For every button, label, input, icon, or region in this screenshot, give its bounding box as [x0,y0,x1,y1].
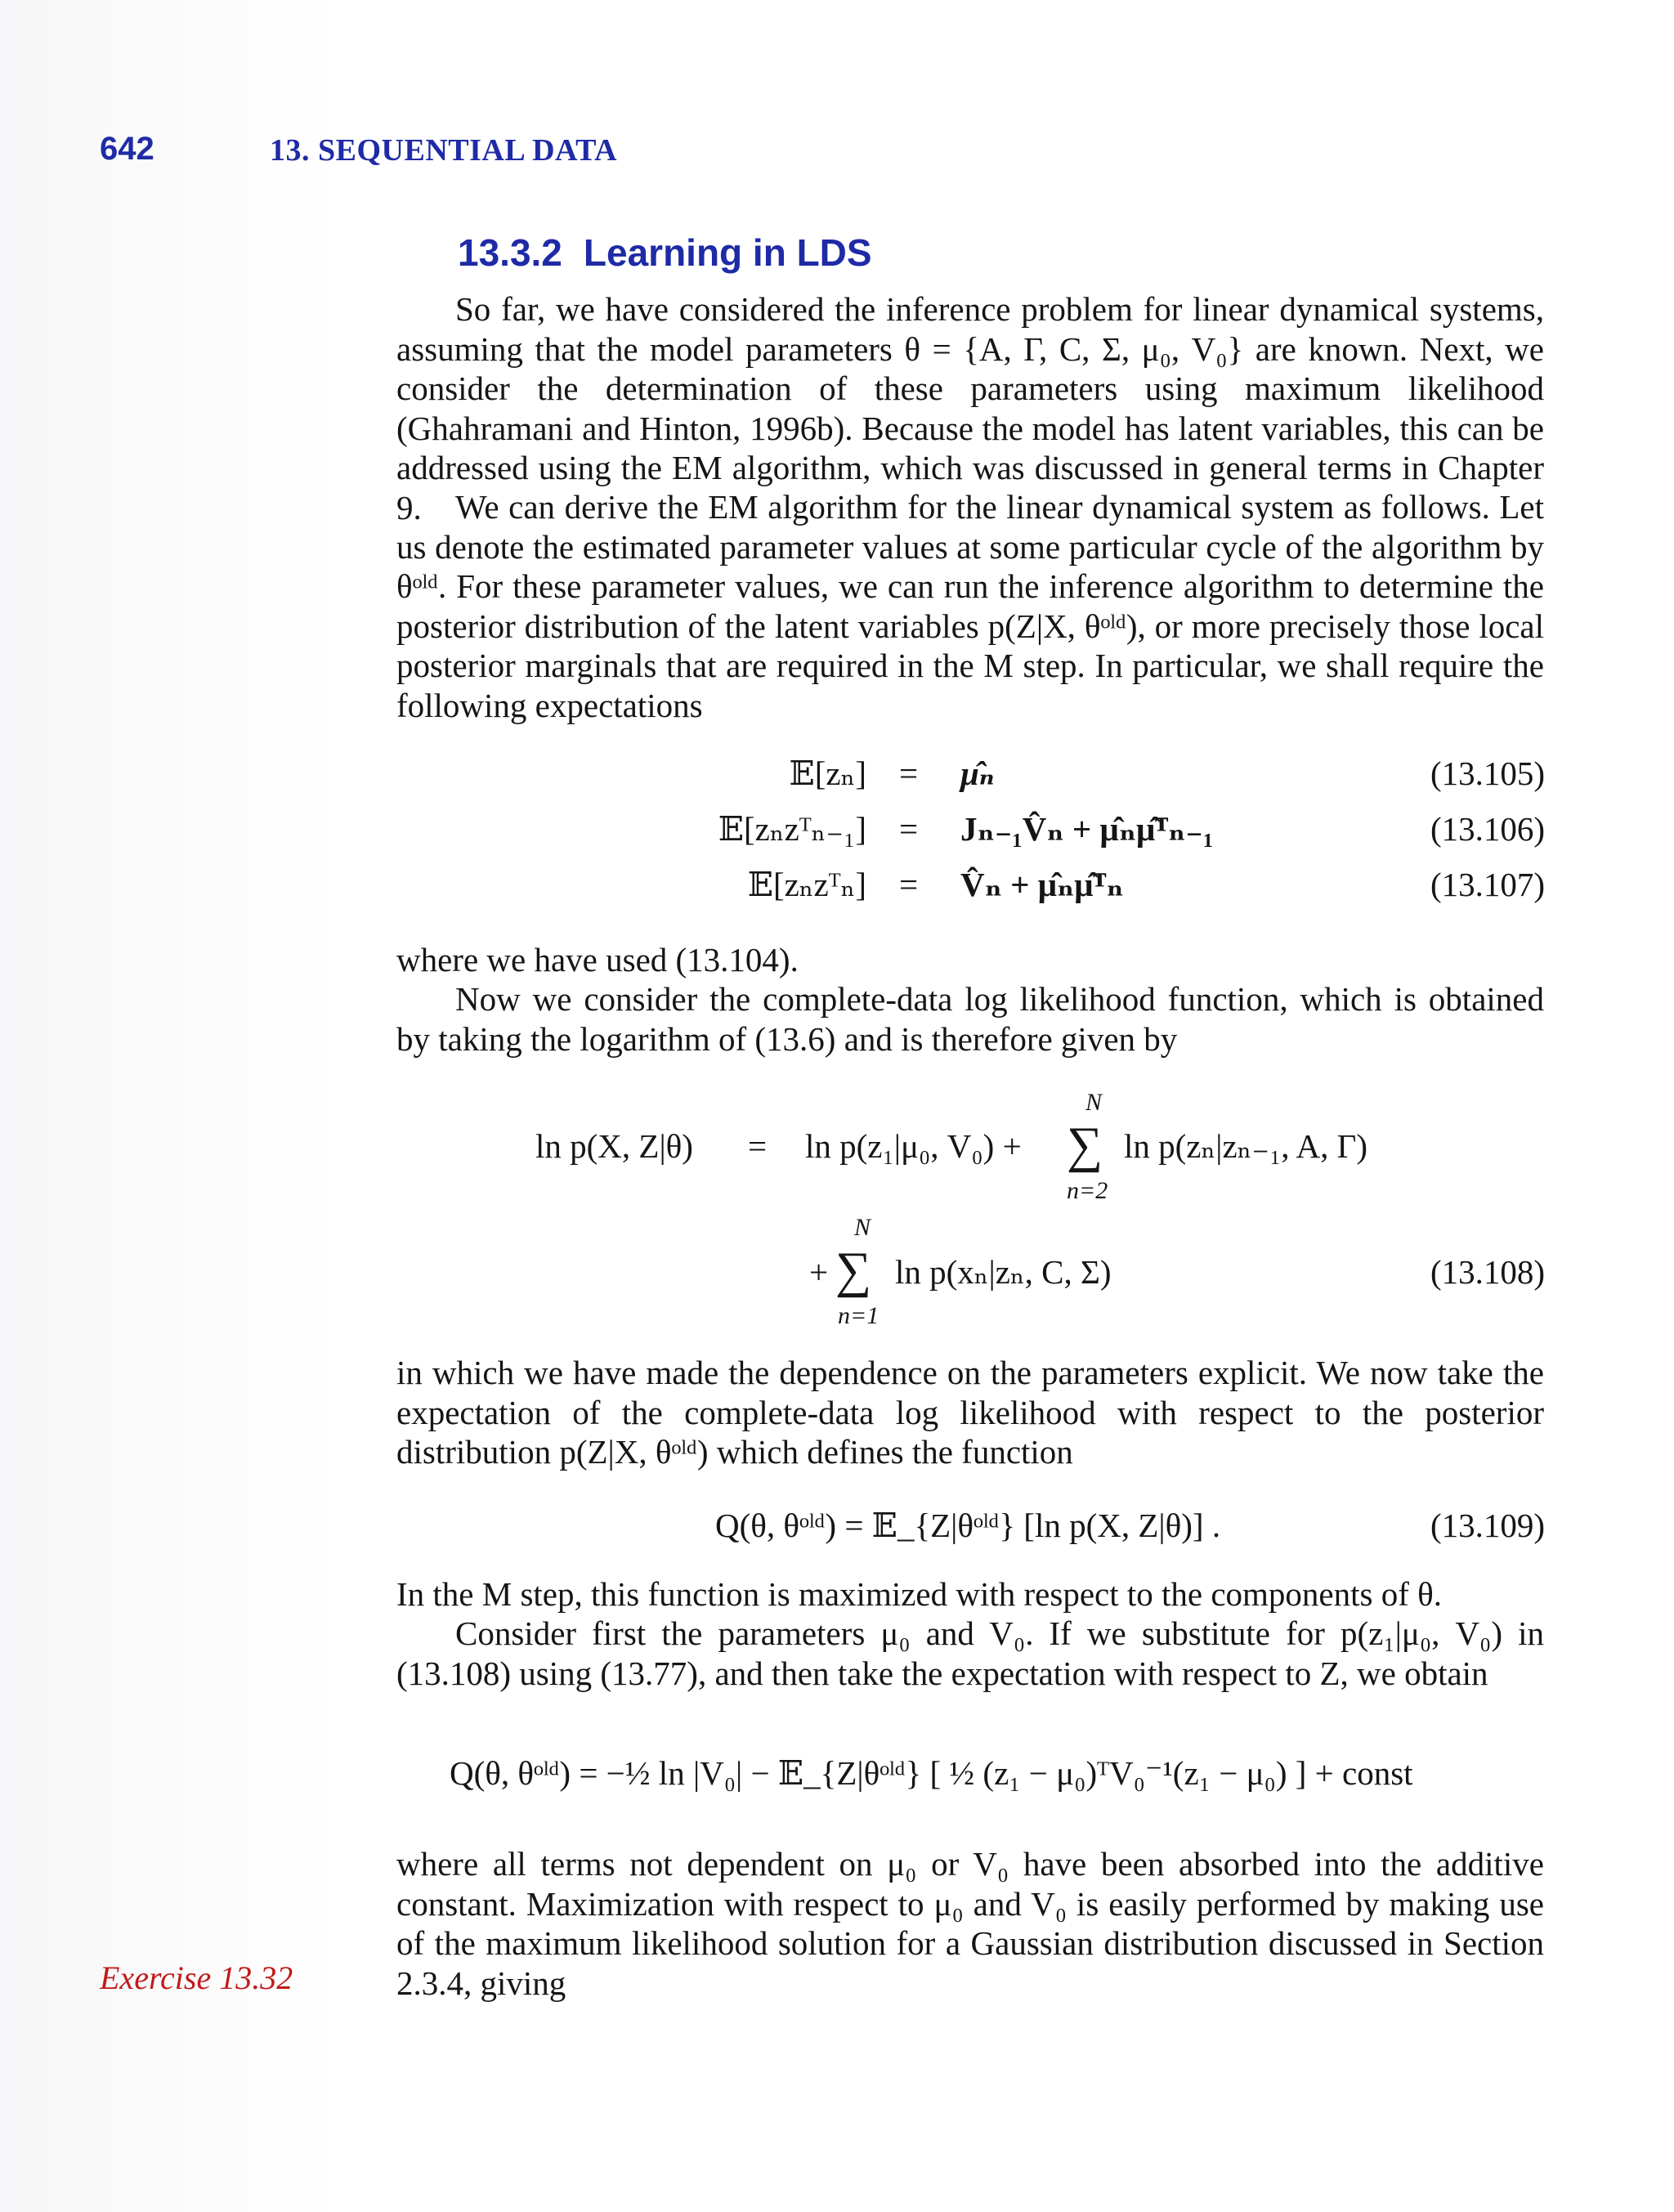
equation-rhs: μ̂ₙ [960,754,995,792]
paragraph-text: So far, we have considered the inference problem for linear dynamical systems, assuming that the model parameters θ = {A, Γ, C, Σ, μ₀, V₀} are known. Next, we consider the determination of these parameters using maximum likelihood (Ghahramani and Hinton, 1996b). Because the model has latent variables, this can be addressed using the EM algorithm, which was discussed in general terms in Chapter 9. [396,290,1544,526]
paragraph-em-derivation [396,487,1544,725]
paragraph-text: where we have used (13.104). [396,941,799,978]
equation-rhs: Jₙ₋₁V̂ₙ + μ̂ₙμ̂ᵀₙ₋₁ [960,810,1214,848]
equation-lhs: ln p(X, Z|θ) [535,1127,693,1165]
equation-lhs: 𝔼[zₙzᵀₙ] [747,866,866,903]
equation-number: (13.106) [1430,810,1545,848]
paragraph-text: where all terms not dependent on μ₀ or V₀ have been absorbed into the additive constant. Maximization with respect to μ₀ and V₀ is easily performed by making use of the maximum likelihood solution for a Gaussian distribution discussed in Section 2.3.4, giving [396,1845,1544,2002]
equation-number: (13.105) [1430,754,1545,792]
equation-plus: + [809,1253,829,1291]
equation-number: (13.109) [1430,1507,1545,1544]
sum-lower-limit: n=2 [1067,1177,1108,1204]
paragraph-text: In the M step, this function is maximized with respect to the components of θ. [396,1575,1443,1613]
paragraph-text: Now we consider the complete-data log likelihood function, which is obtained by taking the logarithm of (13.6) and is therefore given by [396,980,1544,1058]
paragraph-complete-data [396,979,1544,1059]
equation-rhs: V̂ₙ + μ̂ₙμ̂ᵀₙ [960,866,1124,903]
equation-body: Q(θ, θᵒˡᵈ) = −½ ln |V₀| − 𝔼_{Z|θᵒˡᵈ} [ ½ (z₁ − μ₀)ᵀV₀⁻¹(z₁ − μ₀) ] + const [450,1754,1413,1792]
paragraph-m-step [396,1574,1544,1614]
exercise-margin-note[interactable]: Exercise 13.32 [100,1959,293,1996]
sum-symbol: ∑ [835,1243,872,1298]
chapter-title: 13. SEQUENTIAL DATA [270,133,618,168]
equation-number: (13.107) [1430,866,1545,903]
equation-relation: = [899,754,919,792]
equation-relation: = [899,866,919,903]
equation-lhs: 𝔼[zₙzᵀₙ₋₁] [718,810,866,848]
equation-term: ln p(zₙ|zₙ₋₁, A, Γ) [1124,1127,1368,1165]
sum-upper-limit: N [854,1214,871,1241]
paragraph-text: We can derive the EM algorithm for the linear dynamical system as follows. Let us denote the estimated parameter values at some particular cycle of the algorithm by θᵒˡᵈ. For these parameter values, we can run the inference algorithm to determine the posterior distribution of the latent variables p(Z|X, θᵒˡᵈ), or more precisely those local posterior marginals that are required in the M step. In particular, we shall require the following expectations [396,488,1544,724]
equation-term: ln p(z₁|μ₀, V₀) + [805,1127,1022,1165]
equation-lhs: 𝔼[zₙ] [789,754,866,792]
paragraph-text: in which we have made the dependence on the parameters explicit. We now take the expectation of the complete-data log likelihood with respect to the posterior distribution p(Z|X, θᵒˡᵈ) which defines the function [396,1354,1544,1471]
section-number: 13.3.2 [458,231,562,274]
paragraph-where-used [396,940,1544,980]
equation-relation: = [899,810,919,848]
equation-relation: = [748,1127,768,1165]
sum-lower-limit: n=1 [838,1302,880,1329]
section-heading [458,231,872,275]
sum-symbol: ∑ [1067,1117,1103,1173]
paragraph-initial-params [396,1614,1544,1693]
equation-number: (13.108) [1430,1253,1545,1291]
paragraph-maximization [396,1844,1544,2003]
paragraph-expectation [396,1353,1544,1472]
equation-body: Q(θ, θᵒˡᵈ) = 𝔼_{Z|θᵒˡᵈ} [ln p(X, Z|θ)] . [715,1507,1221,1544]
page-number: 642 [100,131,154,167]
sum-upper-limit: N [1085,1089,1103,1116]
paragraph-text: Consider first the parameters μ₀ and V₀. If we substitute for p(z₁|μ₀, V₀) in (13.108) using (13.77), and then take the expectation with respect to Z, we obtain [396,1614,1544,1692]
section-title: Learning in LDS [583,231,872,274]
equation-term: ln p(xₙ|zₙ, C, Σ) [895,1253,1112,1291]
